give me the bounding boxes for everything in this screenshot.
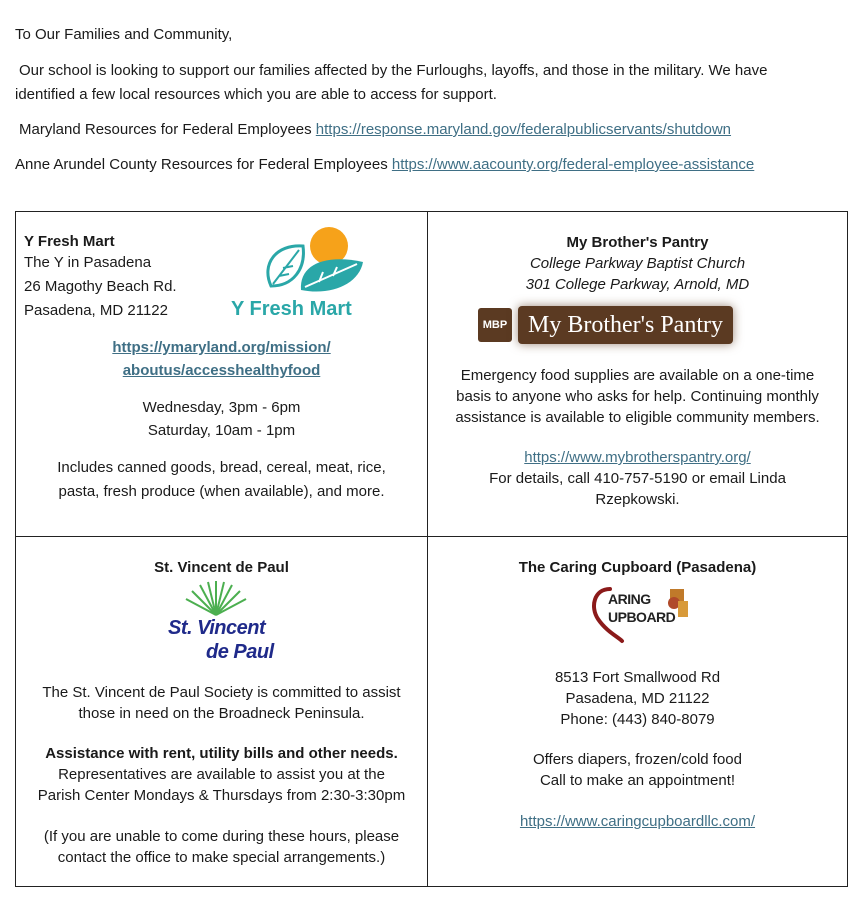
pantry-contact2: Rzepkowski. xyxy=(595,491,680,508)
pantry-logo-text: My Brother's Pantry xyxy=(518,306,733,344)
pantry-link[interactable]: https://www.mybrotherspantry.org/ xyxy=(524,449,751,466)
svdp-title: St. Vincent de Paul xyxy=(154,559,289,576)
cupboard-logo-line1: ARING xyxy=(608,591,651,607)
svdp-logo-line2: de Paul xyxy=(206,641,274,663)
svdp-logo xyxy=(166,581,286,677)
y-fresh-mart-desc2: pasta, fresh produce (when available), and more. xyxy=(58,483,385,500)
svdp-note2: contact the office to make special arrangements.) xyxy=(57,849,386,866)
fresh-mart-logo-letter: Y xyxy=(231,298,244,320)
y-fresh-mart-hours-wed: Wednesday, 3pm - 6pm xyxy=(142,399,301,416)
pantry-contact1: For details, call 410-757-5190 or email Linda xyxy=(489,470,786,487)
pantry-desc3: assistance is available to eligible community members. xyxy=(455,409,820,426)
cupboard-phone: Phone: (443) 840-8079 xyxy=(560,711,715,728)
pantry-desc1: Emergency food supplies are available on a one-time xyxy=(460,367,815,384)
maryland-resources xyxy=(19,120,731,140)
y-fresh-mart-desc1: Includes canned goods, bread, cereal, meat, rice, xyxy=(57,459,386,476)
anne-arundel-resources-link[interactable]: https://www.aacounty.org/federal-employee-assistance xyxy=(391,156,755,173)
resource-table xyxy=(15,211,848,887)
cupboard-offer1: Offers diapers, frozen/cold food xyxy=(532,751,742,768)
y-fresh-mart-city: Pasadena, MD 21122 xyxy=(24,302,168,319)
pantry-logo xyxy=(478,304,798,348)
y-fresh-mart-cell xyxy=(16,212,427,536)
svdp-rep1: Representatives are available to assist you at the xyxy=(58,766,385,783)
greeting: To Our Families and Community, xyxy=(15,26,233,43)
pantry-logo-badge: MBP xyxy=(478,308,512,342)
maryland-resources-link[interactable]: https://response.maryland.gov/federalpublicservants/shutdown xyxy=(315,121,732,138)
cupboard-logo xyxy=(588,583,698,645)
my-brothers-pantry-cell xyxy=(428,212,847,536)
intro-paragraph-line2: identified a few local resources which you are able to access for support. xyxy=(15,86,497,103)
cupboard-title: The Caring Cupboard (Pasadena) xyxy=(518,559,757,576)
y-fresh-mart-link-cont[interactable]: aboutus/accesshealthyfood xyxy=(122,362,321,379)
pantry-title: My Brother's Pantry xyxy=(566,234,709,251)
svdp-sunburst-icon xyxy=(176,581,256,617)
maryland-resources-label: Maryland Resources for Federal Employees xyxy=(19,121,312,138)
pantry-desc2: basis to anyone who asks for help. Continuing monthly xyxy=(456,388,819,405)
caring-cupboard-cell xyxy=(428,537,847,886)
cupboard-offer2: Call to make an appointment! xyxy=(539,772,736,789)
svdp-desc1: The St. Vincent de Paul Society is committed to assist xyxy=(42,684,401,701)
y-fresh-mart-link[interactable]: https://ymaryland.org/mission/ xyxy=(112,339,331,356)
fresh-mart-logo-text: Y Fresh Mart xyxy=(231,298,352,320)
y-fresh-mart-location: The Y in Pasadena xyxy=(24,254,152,271)
cupboard-logo-line2: UPBOARD xyxy=(608,609,676,625)
y-fresh-mart-street: 26 Magothy Beach Rd. xyxy=(24,278,177,295)
cupboard-link[interactable]: https://www.caringcupboardllc.com/ xyxy=(519,813,756,830)
intro-paragraph-line1: Our school is looking to support our families affected by the Furloughs, layoffs, and those in the military. We have xyxy=(19,62,768,79)
y-fresh-mart-logo xyxy=(231,224,381,324)
fresh-mart-leaves-icon xyxy=(231,224,381,296)
y-fresh-mart-title: Y Fresh Mart xyxy=(24,233,115,250)
svdp-rep2: Parish Center Mondays & Thursdays from 2:30-3:30pm xyxy=(37,787,406,804)
svdp-logo-line1: St. Vincent xyxy=(168,617,266,639)
anne-arundel-resources-label: Anne Arundel County Resources for Federal Employees xyxy=(15,156,388,173)
svdp-note1: (If you are unable to come during these hours, please xyxy=(43,828,400,845)
cupboard-addr2: Pasadena, MD 21122 xyxy=(565,690,710,707)
pantry-address: 301 College Parkway, Arnold, MD xyxy=(525,276,750,293)
st-vincent-de-paul-cell xyxy=(16,537,427,886)
cupboard-addr1: 8513 Fort Smallwood Rd xyxy=(554,669,721,686)
svdp-assistance: Assistance with rent, utility bills and other needs. xyxy=(45,745,398,762)
anne-arundel-resources xyxy=(15,155,754,175)
svdp-desc2: those in need on the Broadneck Peninsula. xyxy=(78,705,365,722)
y-fresh-mart-hours-sat: Saturday, 10am - 1pm xyxy=(147,422,296,439)
pantry-church: College Parkway Baptist Church xyxy=(529,255,746,272)
